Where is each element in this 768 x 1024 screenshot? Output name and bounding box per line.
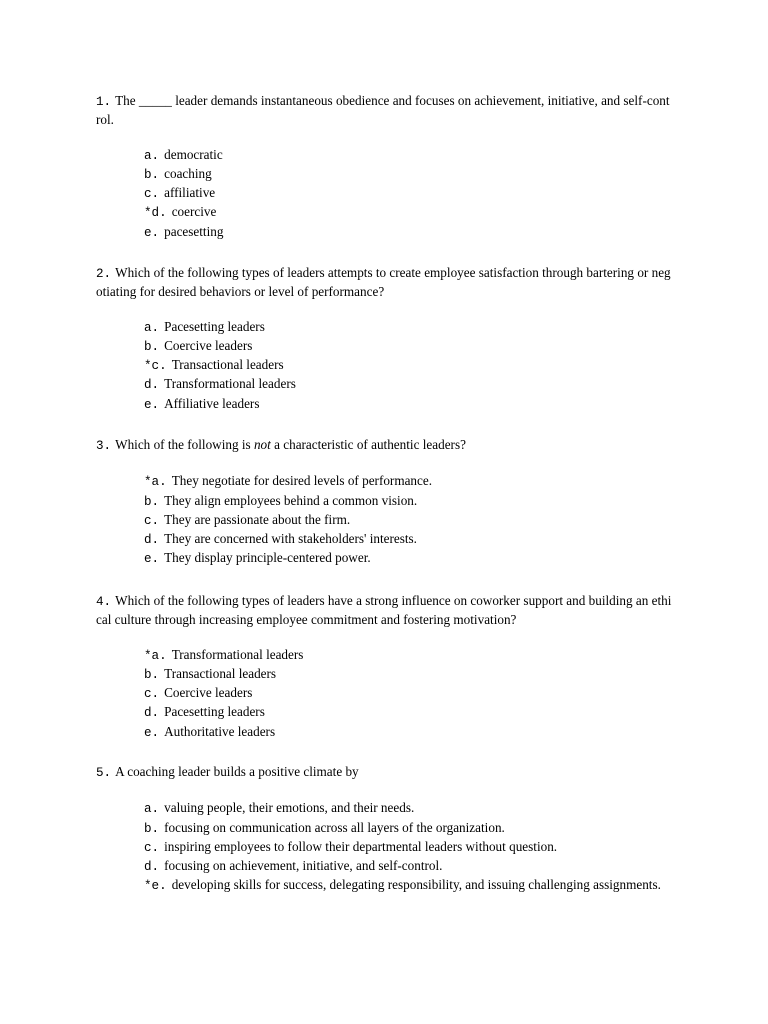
- option-letter: *e.: [144, 879, 167, 894]
- option-letter: a.: [144, 802, 160, 817]
- option-text: Affiliative leaders: [164, 395, 260, 411]
- option-text: They display principle-centered power.: [164, 550, 371, 566]
- question-text-after: a characteristic of authentic leaders?: [270, 437, 466, 452]
- question-text: The _____ leader demands instantaneous obedience and focuses on achievement, initiative, and self-control.: [96, 93, 670, 128]
- question-3: [96, 436, 672, 569]
- option-letter: b.: [144, 494, 160, 509]
- question-text: Which of the following types of leaders have a strong influence on coworker support and building an ethical culture through increasing employee commitment and fostering motivation?: [96, 593, 672, 628]
- option-text: inspiring employees to follow their departmental leaders without question.: [164, 838, 558, 854]
- option-letter: *a.: [144, 648, 167, 663]
- answer-option: [144, 395, 672, 414]
- answer-option: [144, 819, 672, 838]
- option-text: coaching: [164, 165, 212, 181]
- option-letter: a.: [144, 148, 160, 163]
- answer-option: [144, 165, 672, 184]
- answer-option: [144, 799, 672, 818]
- option-letter: e.: [144, 552, 160, 567]
- option-text: developing skills for success, delegating responsibility, and issuing challenging assignments.: [171, 877, 661, 893]
- option-letter: e.: [144, 225, 160, 240]
- option-text: They are concerned with stakeholders' interests.: [164, 531, 417, 547]
- answer-option: [144, 318, 672, 337]
- question-text-emphasis: not: [253, 437, 271, 452]
- answer-option-correct: [144, 356, 672, 375]
- option-letter: *d.: [144, 206, 167, 221]
- option-letter: c.: [144, 840, 160, 855]
- question-number: 2.: [96, 267, 112, 281]
- question-number: 5.: [96, 766, 112, 780]
- option-text: Coercive leaders: [164, 685, 253, 701]
- answer-option-correct: [144, 646, 672, 665]
- answer-option-correct: [144, 472, 672, 491]
- option-letter: d.: [144, 533, 160, 548]
- question-1: [96, 92, 672, 242]
- answer-option: [144, 703, 672, 722]
- answer-option: [144, 146, 672, 165]
- option-letter: *c.: [144, 359, 167, 374]
- option-text: Coercive leaders: [164, 337, 253, 353]
- option-letter: d.: [144, 706, 160, 721]
- answer-options: [96, 318, 672, 414]
- answer-option: [144, 223, 672, 242]
- question-4: [96, 592, 672, 742]
- option-text: They align employees behind a common vision.: [164, 492, 418, 508]
- question-stem: [96, 92, 672, 129]
- question-number: 3.: [96, 439, 112, 453]
- option-text: affiliative: [164, 185, 216, 201]
- question-number: 1.: [96, 95, 112, 109]
- option-letter: a.: [144, 320, 160, 335]
- option-text: democratic: [164, 146, 223, 162]
- answer-option-correct: [144, 203, 672, 222]
- answer-options: [96, 472, 672, 568]
- option-letter: b.: [144, 339, 160, 354]
- answer-option: [144, 549, 672, 568]
- option-text: Transformational leaders: [164, 376, 296, 392]
- option-letter: b.: [144, 167, 160, 182]
- question-2: [96, 264, 672, 414]
- answer-option: [144, 530, 672, 549]
- option-text: focusing on achievement, initiative, and self-control.: [164, 858, 443, 874]
- option-text: Transactional leaders: [164, 665, 277, 681]
- option-letter: b.: [144, 821, 160, 836]
- question-text: A coaching leader builds a positive climate by: [115, 764, 359, 779]
- answer-option: [144, 665, 672, 684]
- answer-option-correct: [144, 876, 672, 895]
- question-text: Which of the following types of leaders attempts to create employee satisfaction through bartering or negotiating for desired behaviors or level of performance?: [96, 265, 671, 300]
- question-stem: [96, 763, 672, 782]
- answer-options: [96, 146, 672, 242]
- question-stem: [96, 264, 672, 301]
- option-letter: c.: [144, 187, 160, 202]
- answer-option: [144, 492, 672, 511]
- option-text: Pacesetting leaders: [164, 318, 265, 334]
- option-text: Pacesetting leaders: [164, 704, 265, 720]
- answer-options: [96, 799, 672, 895]
- option-letter: c.: [144, 687, 160, 702]
- option-text: focusing on communication across all layers of the organization.: [164, 819, 505, 835]
- option-text: Transactional leaders: [171, 357, 284, 373]
- question-stem: [96, 592, 672, 629]
- option-text: They negotiate for desired levels of performance.: [171, 473, 433, 489]
- answer-option: [144, 375, 672, 394]
- option-text: Authoritative leaders: [164, 723, 276, 739]
- answer-option: [144, 511, 672, 530]
- option-text: valuing people, their emotions, and their needs.: [164, 800, 415, 816]
- option-letter: c.: [144, 513, 160, 528]
- option-text: They are passionate about the firm.: [164, 511, 351, 527]
- option-text: coercive: [171, 204, 217, 220]
- answer-options: [96, 646, 672, 742]
- answer-option: [144, 857, 672, 876]
- option-letter: *a.: [144, 475, 167, 490]
- answer-option: [144, 184, 672, 203]
- answer-option: [144, 684, 672, 703]
- option-letter: d.: [144, 860, 160, 875]
- option-letter: b.: [144, 667, 160, 682]
- question-number: 4.: [96, 595, 112, 609]
- question-stem: [96, 436, 672, 455]
- option-letter: d.: [144, 378, 160, 393]
- option-text: Transformational leaders: [171, 646, 304, 662]
- answer-option: [144, 337, 672, 356]
- option-letter: e.: [144, 725, 160, 740]
- answer-option: [144, 723, 672, 742]
- question-text-before: Which of the following is: [115, 437, 254, 452]
- answer-option: [144, 838, 672, 857]
- question-5: [96, 763, 672, 896]
- option-text: pacesetting: [164, 223, 224, 239]
- option-letter: e.: [144, 397, 160, 412]
